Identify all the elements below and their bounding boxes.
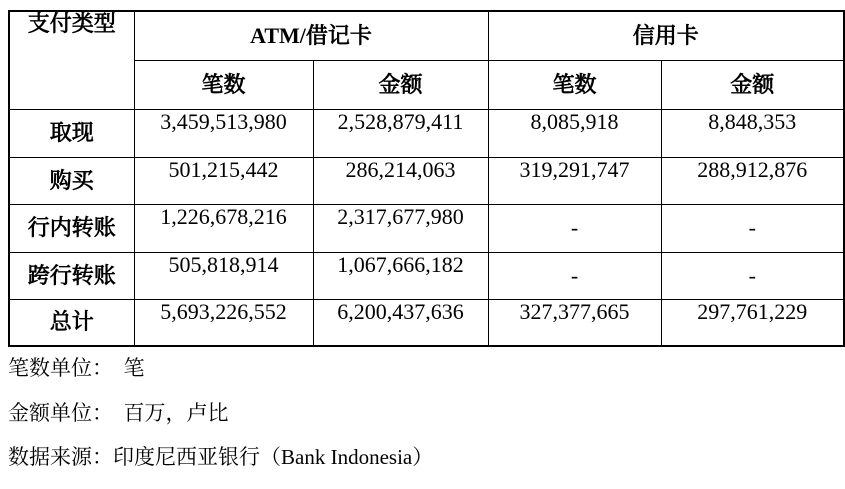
row-label: 跨行转账 <box>9 252 134 299</box>
header-credit-card-group-cell: 信用卡 <box>488 11 844 60</box>
row-label: 取现 <box>9 109 134 157</box>
credit-count-value: 319,291,747 <box>488 157 661 204</box>
table-row-purchase <box>9 157 844 204</box>
header-credit-amount-cell: 金额 <box>661 60 844 109</box>
atm-amount-value: 2,317,677,980 <box>313 204 488 252</box>
header-atm-amount-cell: 金额 <box>313 60 488 109</box>
credit-count-value: 327,377,665 <box>488 299 661 346</box>
header-row-groups <box>9 11 844 60</box>
atm-count-value: 5,693,226,552 <box>134 299 313 346</box>
credit-count-value: - <box>488 252 661 299</box>
header-payment-type-cell: 支付类型 <box>9 11 134 109</box>
atm-count-value: 501,215,442 <box>134 157 313 204</box>
atm-amount-value: 1,067,666,182 <box>313 252 488 299</box>
credit-count-value: 8,085,918 <box>488 109 661 157</box>
credit-amount-value: 288,912,876 <box>661 157 844 204</box>
note-amount-unit: 金额单位： 百万，卢比 <box>8 401 229 425</box>
note-data-source: 数据来源：印度尼西亚银行（Bank Indonesia） <box>8 445 434 469</box>
header-atm-count-cell: 笔数 <box>134 60 313 109</box>
atm-count-value: 505,818,914 <box>134 252 313 299</box>
table-row-total <box>9 299 844 346</box>
row-label: 购买 <box>9 157 134 204</box>
note-count-unit: 笔数单位： 笔 <box>8 356 145 380</box>
row-label: 行内转账 <box>9 204 134 252</box>
table-row-cash-withdrawal <box>9 109 844 157</box>
payments-statistics-table <box>8 10 845 347</box>
atm-amount-value: 286,214,063 <box>313 157 488 204</box>
table-row-intrabank-transfer <box>9 204 844 252</box>
credit-amount-value: - <box>661 252 844 299</box>
atm-amount-value: 2,528,879,411 <box>313 109 488 157</box>
atm-amount-value: 6,200,437,636 <box>313 299 488 346</box>
header-row-subcolumns <box>9 60 844 109</box>
atm-count-value: 3,459,513,980 <box>134 109 313 157</box>
credit-count-value: - <box>488 204 661 252</box>
header-atm-debit-group-cell: ATM/借记卡 <box>134 11 488 60</box>
credit-amount-value: - <box>661 204 844 252</box>
row-label: 总计 <box>9 299 134 346</box>
credit-amount-value: 297,761,229 <box>661 299 844 346</box>
atm-count-value: 1,226,678,216 <box>134 204 313 252</box>
table-row-interbank-transfer <box>9 252 844 299</box>
header-credit-count-cell: 笔数 <box>488 60 661 109</box>
credit-amount-value: 8,848,353 <box>661 109 844 157</box>
